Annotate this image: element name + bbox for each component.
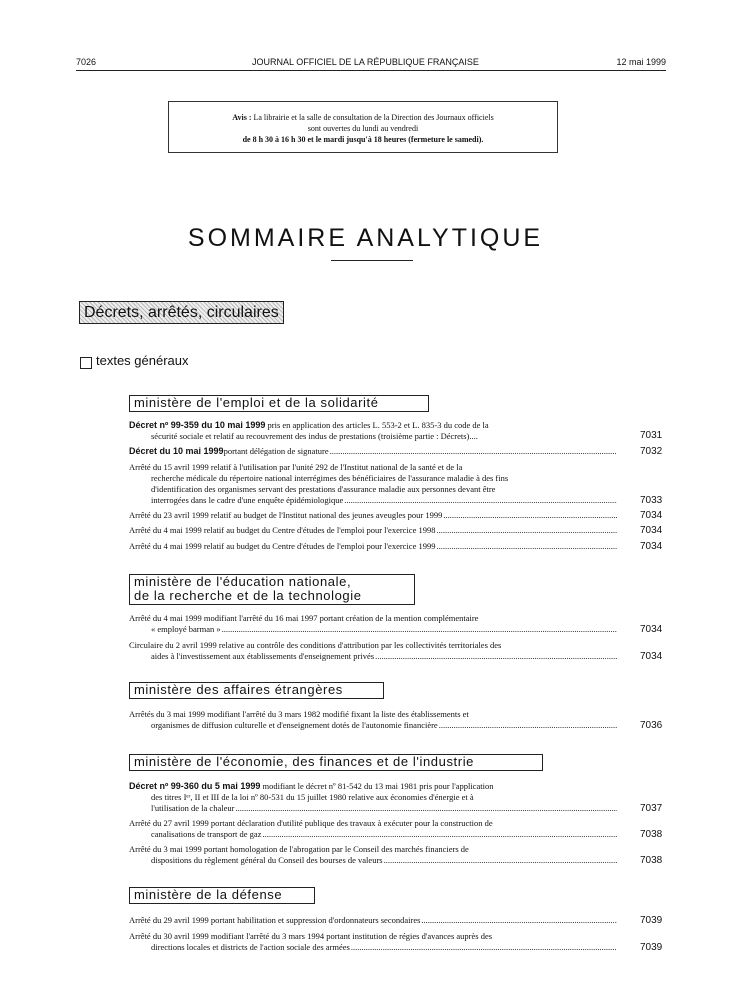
entry-line: Arrêté du 27 avril 1999 portant déclaration d'utilité publique des travaux à exécuter pour la construction de [129, 818, 493, 828]
notice-lead: Avis : [232, 113, 252, 122]
entry-line: Arrêté du 4 mai 1999 modifiant l'arrêté du 16 mai 1997 portant création de la mention complémentaire [129, 613, 479, 623]
entry-line: modifiant le décret nº 81-542 du 13 mai 1981 pris pour l'application [260, 781, 494, 791]
entry-line: Arrêté du 23 avril 1999 relatif au budget de l'Institut national des jeunes aveugles pour 1999 [129, 510, 443, 520]
list-item [129, 844, 617, 866]
page-ref: 7039 [640, 915, 663, 926]
entry-line: interrogées dans le cadre d'une enquête épidémiologique [151, 495, 344, 505]
entry-line: Arrêté du 29 avril 1999 portant habilitation et suppression d'ordonnateurs secondaires [129, 915, 421, 925]
page-number: 7026 [76, 57, 97, 67]
list-item [129, 781, 617, 814]
entry-line: sécurité sociale et relatif au recouvrement des indus de prestations (troisième partie : Décrets).... [151, 431, 478, 441]
entry-line: directions locales et districts de l'action sociale des armées [151, 942, 350, 952]
page-ref: 7034 [640, 510, 663, 521]
entry-line: d'identification des organismes servant des prestations d'assurance maladie aux personnes devant être [151, 484, 496, 494]
page-ref: 7038 [640, 855, 663, 866]
page-ref: 7034 [640, 525, 663, 536]
notice-line1: La librairie et la salle de consultation de la Direction des Journaux officiels [253, 113, 494, 122]
list-item [129, 510, 617, 521]
checkbox-square-icon [80, 357, 92, 369]
entry-line: Arrêtés du 3 mai 1999 modifiant l'arrêté du 3 mars 1982 modifié fixant la liste des établissements et [129, 709, 469, 719]
list-item [129, 420, 617, 442]
list-item [129, 915, 617, 926]
ministry-heading-affaires-etrangeres: ministère des affaires étrangères [129, 682, 384, 699]
page-ref: 7032 [640, 446, 663, 457]
ministry-heading-defense: ministère de la défense [129, 887, 315, 904]
list-item [129, 541, 617, 552]
ministry-heading-economie: ministère de l'économie, des finances et de l'industrie [129, 754, 543, 771]
entry-line: pris en application des articles L. 553-2 et L. 835-3 du code de la [265, 420, 489, 430]
page-ref: 7038 [640, 829, 663, 840]
entry-line: « employé barman » [151, 624, 221, 634]
ministry-heading-line: ministère de l'éducation nationale, [134, 574, 352, 589]
entry-line: portant délégation de signature [223, 446, 329, 456]
page-title: SOMMAIRE ANALYTIQUE [187, 224, 544, 252]
title-rule [331, 260, 413, 261]
list-item [129, 818, 617, 840]
entry-line: Arrêté du 4 mai 1999 relatif au budget du Centre d'études de l'emploi pour l'exercice 1999 [129, 541, 436, 551]
page-ref: 7039 [640, 942, 663, 953]
entry-bold: Décret nº 99-359 du 10 mai 1999 [129, 420, 266, 430]
entry-line: aides à l'investissement aux établissements d'enseignement privés [151, 651, 375, 661]
list-item [129, 613, 617, 635]
list-item [129, 931, 617, 953]
page-ref: 7031 [640, 430, 663, 441]
issue-date: 12 mai 1999 [616, 57, 666, 67]
list-item [129, 709, 617, 731]
list-item [129, 640, 617, 662]
ministry-heading-emploi: ministère de l'emploi et de la solidarité [129, 395, 429, 412]
journal-title: JOURNAL OFFICIEL DE LA RÉPUBLIQUE FRANÇAISE [252, 57, 479, 67]
entry-line: des titres Iᵉʳ, II et III de la loi nº 80-531 du 15 juillet 1980 relative aux économies d'énergie et à [151, 792, 474, 802]
entry-line: Circulaire du 2 avril 1999 relative au contrôle des conditions d'attribution par les collectivités territoriales des [129, 640, 502, 650]
page-ref: 7034 [640, 624, 663, 635]
list-item [129, 446, 617, 457]
page-ref: 7036 [640, 720, 663, 731]
entry-bold: Décret nº 99-360 du 5 mai 1999 [129, 781, 261, 791]
page-ref: 7037 [640, 803, 663, 814]
page-ref: 7033 [640, 495, 663, 506]
section-heading: Décrets, arrêtés, circulaires [79, 301, 284, 324]
list-item [129, 462, 617, 506]
page-ref: 7034 [640, 541, 663, 552]
notice-line3: de 8 h 30 à 16 h 30 et le mardi jusqu'à 18 heures (fermeture le samedi). [242, 135, 484, 144]
notice-line2: sont ouvertes du lundi au vendredi [307, 124, 419, 133]
page-ref: 7034 [640, 651, 663, 662]
ministry-heading-education [129, 574, 415, 605]
entry-line: canalisations de transport de gaz [151, 829, 262, 839]
entry-line: Arrêté du 3 mai 1999 portant homologation de l'abrogation par le Conseil des marchés financiers de [129, 844, 469, 854]
entry-line: dispositions du règlement général du Conseil des bourses de valeurs [151, 855, 383, 865]
entry-line: organismes de diffusion culturelle et d'enseignement dotés de l'autonomie financière [151, 720, 438, 730]
ministry-heading-line: de la recherche et de la technologie [134, 588, 362, 603]
subsection-heading: textes généraux [96, 353, 189, 368]
entry-line: Arrêté du 30 avril 1999 modifiant l'arrêté du 3 mars 1994 portant institution de régies d'avances auprès des [129, 931, 493, 941]
entry-bold: Décret du 10 mai 1999 [129, 446, 224, 456]
header-rule [76, 70, 666, 71]
entry-line: l'utilisation de la chaleur [151, 803, 235, 813]
entry-line: Arrêté du 4 mai 1999 relatif au budget du Centre d'études de l'emploi pour l'exercice 1998 [129, 525, 436, 535]
list-item [129, 525, 617, 536]
entry-line: recherche médicale du répertoire national interrégimes des bénéficiaires de l'assurance maladie à des fins [151, 473, 509, 483]
notice-box [168, 101, 558, 153]
entry-line: Arrêté du 15 avril 1999 relatif à l'utilisation par l'unité 292 de l'Institut national de la santé et de la [129, 462, 463, 472]
